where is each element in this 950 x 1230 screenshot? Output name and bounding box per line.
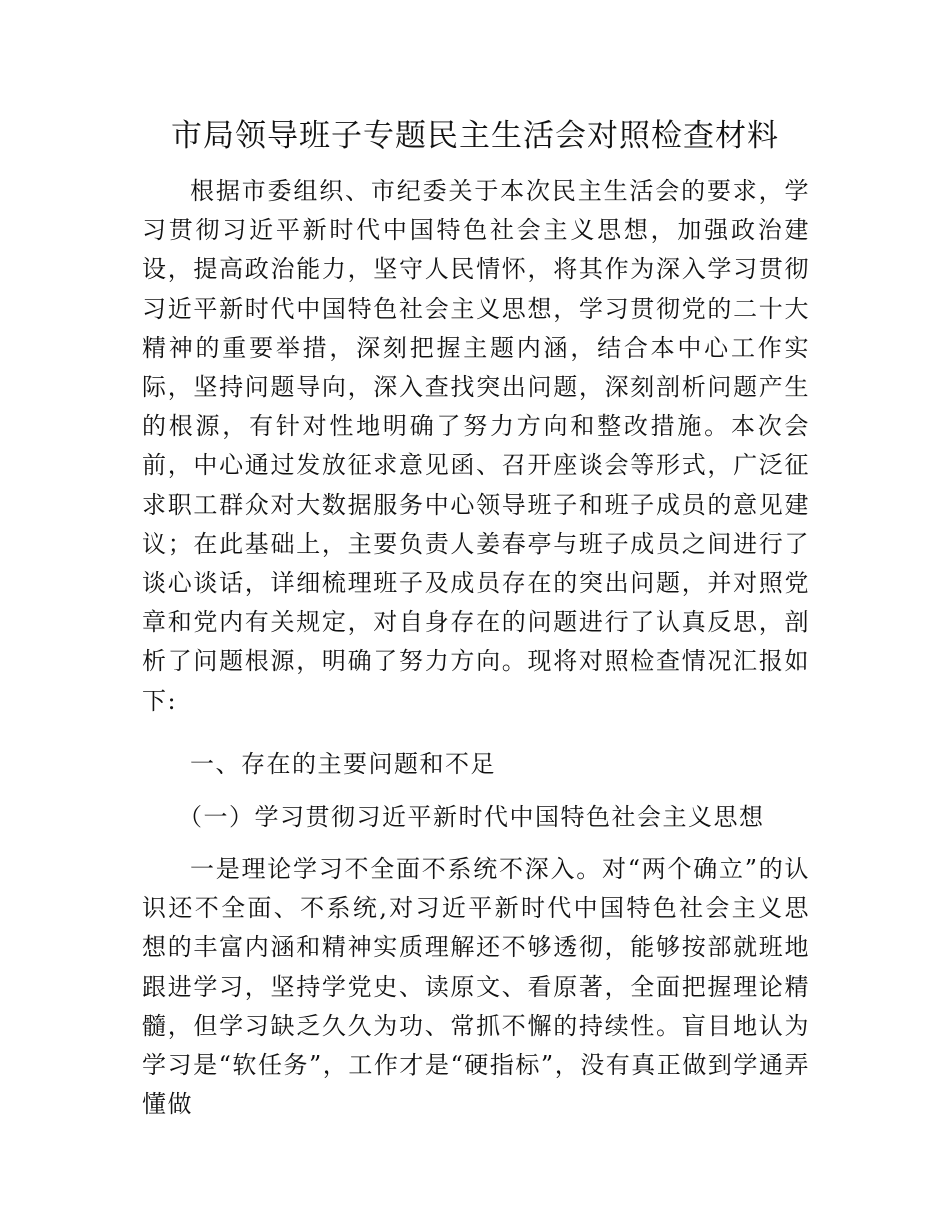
subsection-paragraph: 一是理论学习不全面不系统不深入。对“两个确立”的认识还不全面、不系统,对习近平新时代中国特色社会主义思想的丰富内涵和精神实质理解还不够透彻，能够按部就班地跟进学习，坚持学党史、读原文、看原著，全面把握理论精髓，但学习缺乏久久为功、常抓不懈的持续性。盲目地认为学习是“软任务”，工作才是“硬指标”，没有真正做到学通弄懂做 <box>142 855 810 1119</box>
intro-paragraph: 根据市委组织、市纪委关于本次民主生活会的要求，学习贯彻习近平新时代中国特色社会主义思想，加强政治建设，提高政治能力，坚守人民情怀，将其作为深入学习贯彻习近平新时代中国特色社会主义思想，学习贯彻党的二十大精神的重要举措，深刻把握主题内涵，结合本中心工作实际，坚持问题导向，深入查找突出问题，深刻剖析问题产生的根源，有针对性地明确了努力方向和整改措施。本次会前，中心通过发放征求意见函、召开座谈会等形式，广泛征求职工群众对大数据服务中心领导班子和班子成员的意见建议；在此基础上，主要负责人姜春亭与班子成员之间进行了谈心谈话，详细梳理班子及成员存在的突出问题，并对照党章和党内有关规定，对自身存在的问题进行了认真反思，剖析了问题根源，明确了努力方向。现将对照检查情况汇报如下: <box>142 177 810 715</box>
section-heading: 一、存在的主要问题和不足 <box>190 750 496 778</box>
document-title: 市局领导班子专题民主生活会对照检查材料 <box>171 118 779 154</box>
subsection-heading: （一）学习贯彻习近平新时代中国特色社会主义思想 <box>178 803 765 831</box>
